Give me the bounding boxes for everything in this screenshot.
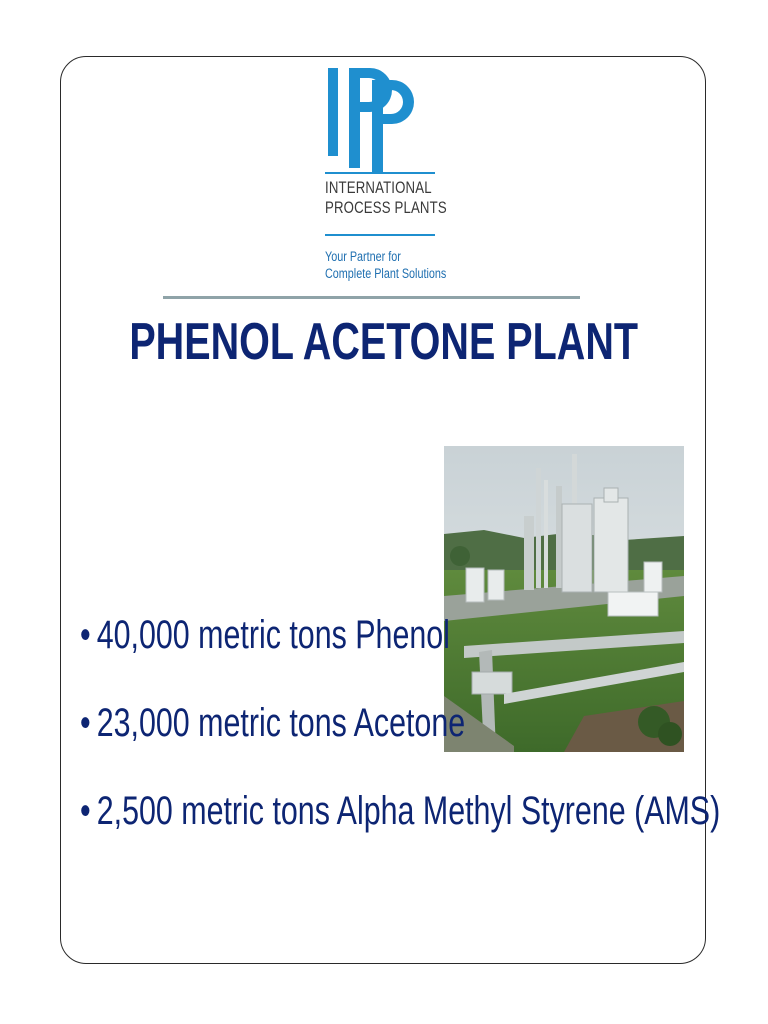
logo-company-line2: PROCESS PLANTS [325, 198, 447, 217]
logo-tagline [325, 248, 447, 282]
bullet-text: 40,000 metric tons Phenol [96, 613, 450, 657]
bullet-glyph: • [80, 701, 91, 745]
bullet-text: 2,500 metric tons Alpha Methyl Styrene (AMS) [96, 789, 721, 833]
bullet-glyph: • [80, 789, 91, 833]
list-item [80, 610, 768, 698]
logo-company-line1: INTERNATIONAL [325, 179, 432, 197]
bullet-glyph: • [80, 613, 91, 657]
ipp-monogram-logo [322, 66, 442, 172]
logo-tagline-line1: Your Partner for [325, 249, 401, 264]
logo-company-name [325, 179, 447, 218]
list-item [80, 698, 768, 786]
slide-title: PHENOL ACETONE PLANT [129, 313, 639, 371]
capacity-list [80, 610, 768, 874]
company-logo [322, 66, 447, 288]
title-divider [163, 296, 580, 299]
logo-divider [325, 234, 435, 236]
bullet-text: 23,000 metric tons Acetone [96, 701, 466, 745]
list-item [80, 786, 768, 874]
logo-tagline-line2: Complete Plant Solutions [325, 266, 447, 281]
logo-divider [325, 172, 435, 174]
